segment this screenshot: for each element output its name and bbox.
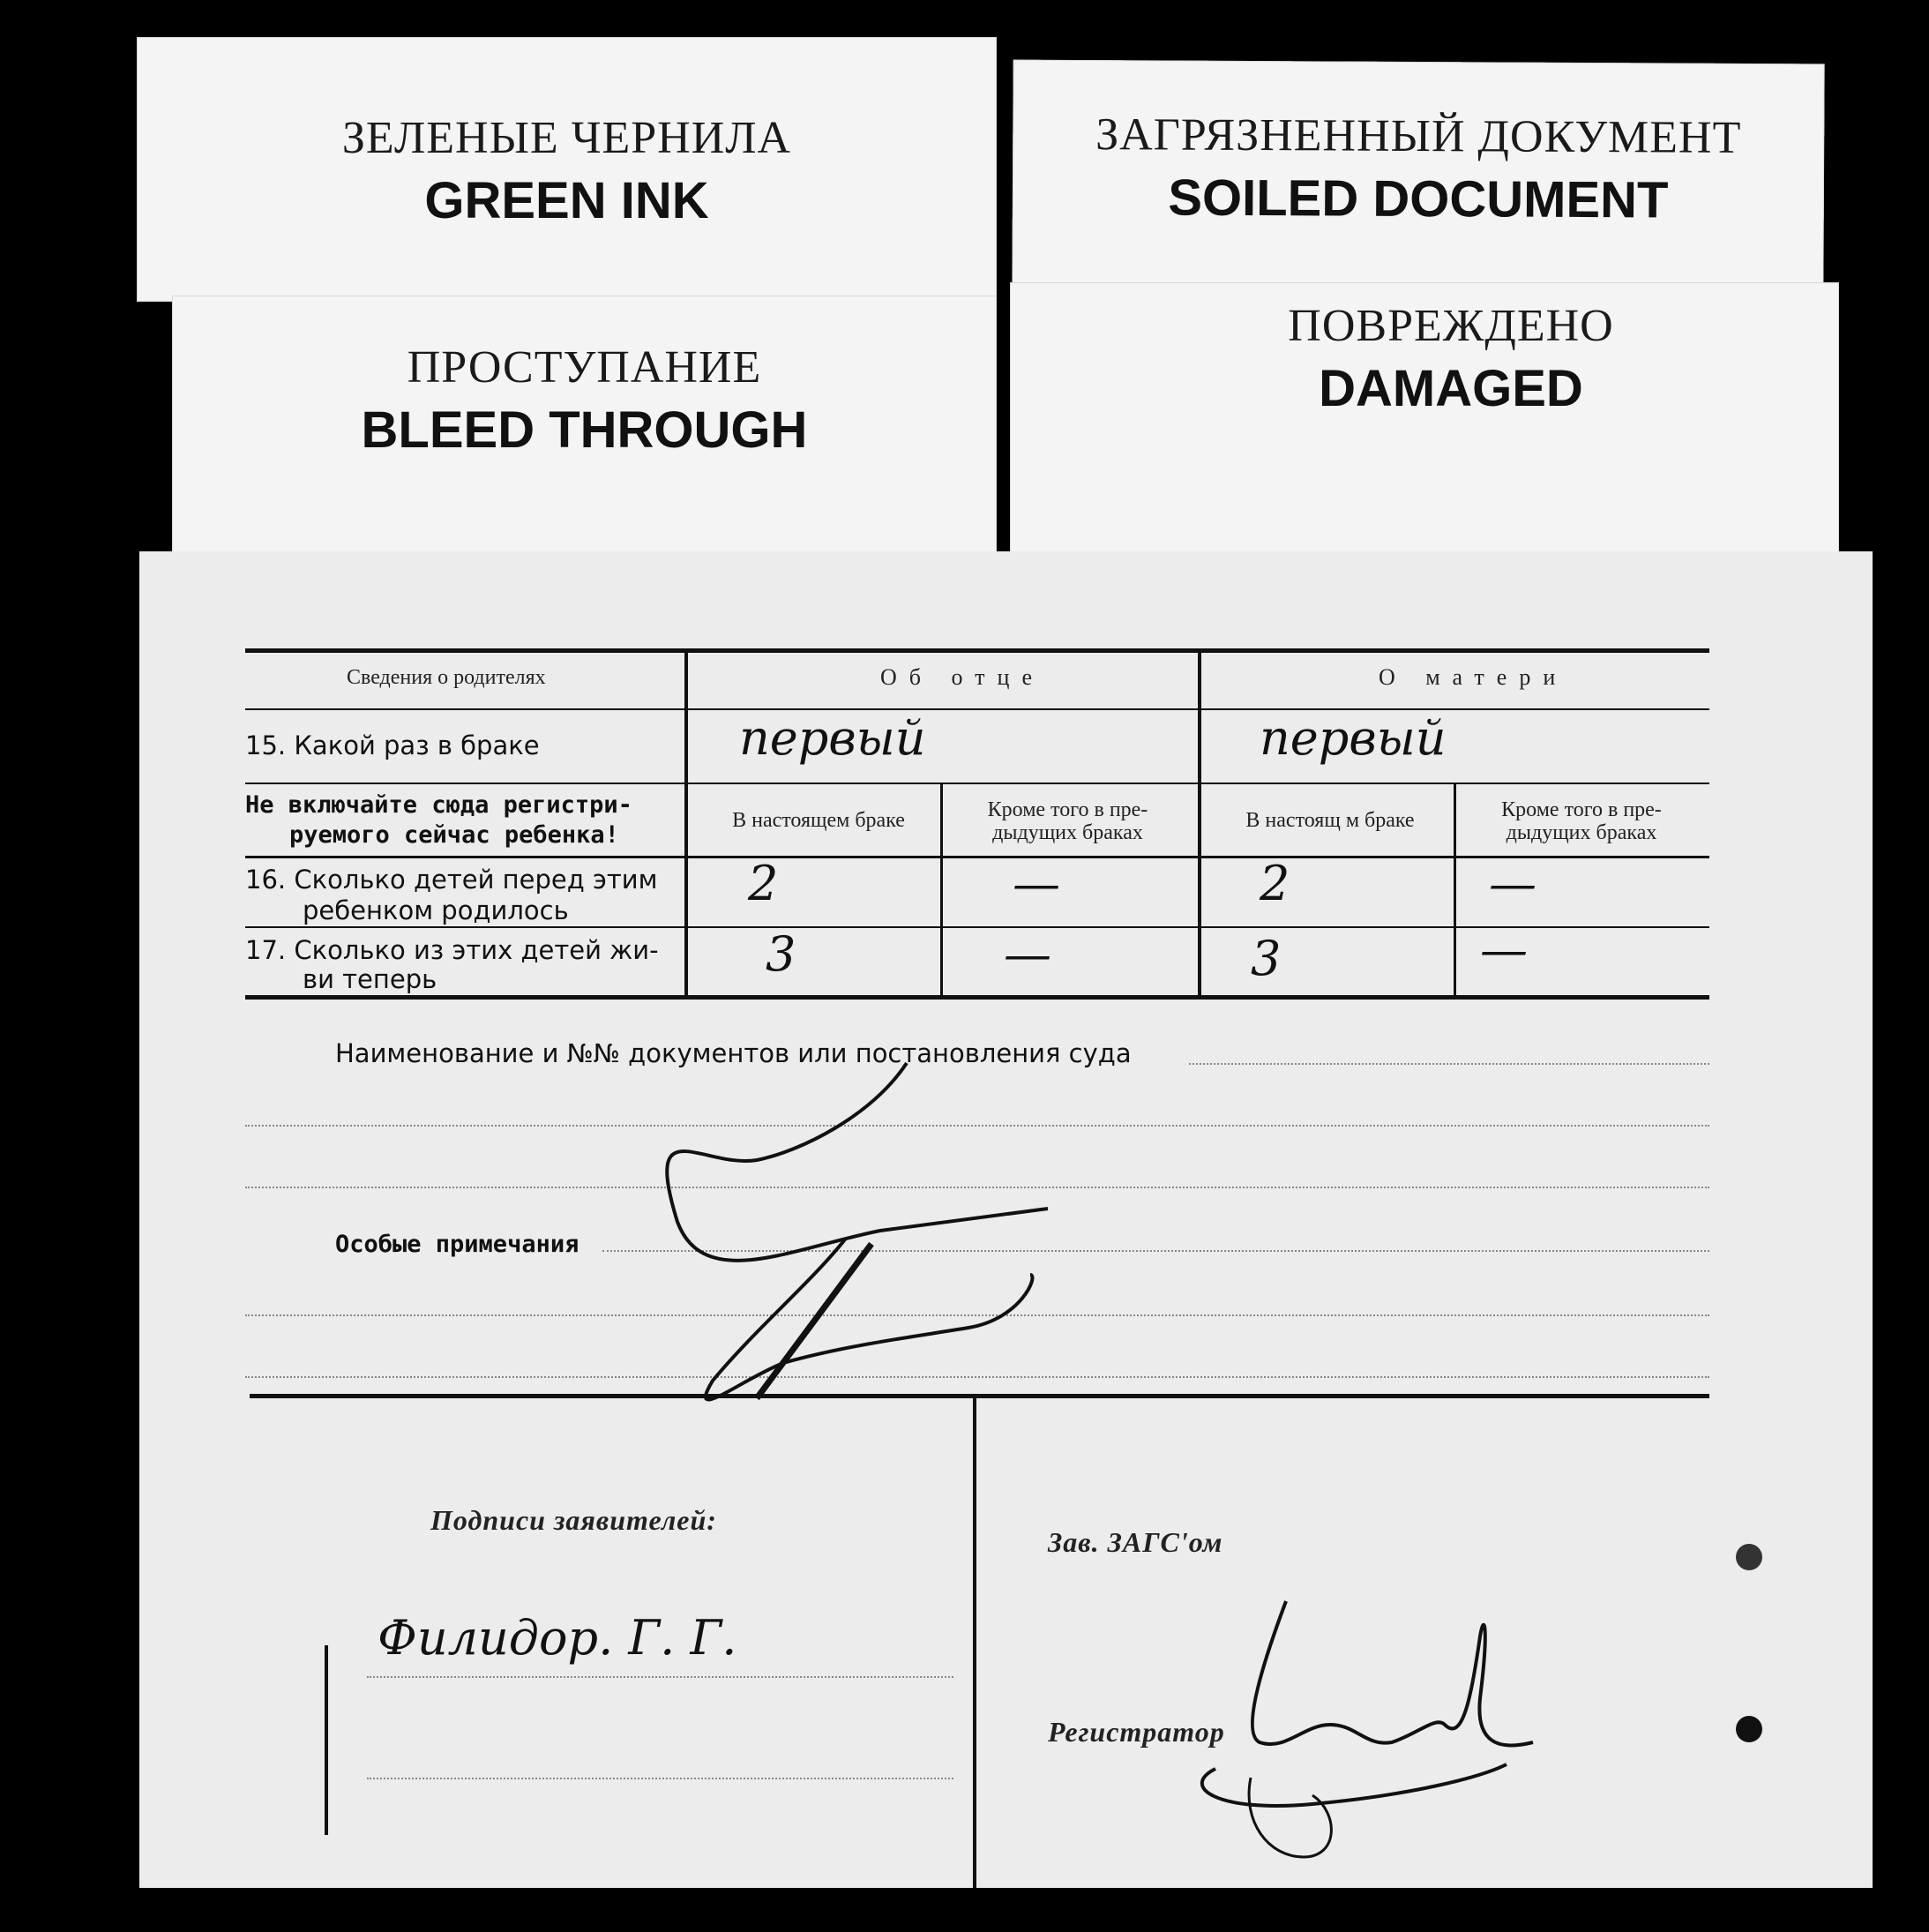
- subheader-father-current: В настоящем браке: [732, 809, 905, 832]
- row16-father-prev: —: [1013, 856, 1060, 911]
- row17-father-current: 3: [766, 926, 796, 982]
- row15-mother-value: первый: [1260, 710, 1447, 766]
- header-mother: О матери: [1379, 664, 1568, 690]
- table-top-rule: [245, 648, 1709, 653]
- bleed-label-en: BLEED THROUGH: [361, 401, 808, 459]
- green-ink-label-ru: ЗЕЛЕНЫЕ ЧЕРНИЛА: [341, 113, 792, 163]
- row15-label: 15. Какой раз в браке: [245, 730, 540, 760]
- header-parents-info: Сведения о родителях: [347, 666, 546, 689]
- table-bottom-rule: [245, 995, 1709, 1000]
- applicants-dotted-line-2: [367, 1778, 953, 1779]
- remarks-label: Особые примечания: [335, 1231, 579, 1258]
- registrar-signature: [1180, 1592, 1621, 1883]
- punch-hole-bottom: [1736, 1716, 1762, 1742]
- note-line2: руемого сейчас ребенка!: [289, 821, 619, 849]
- bleed-label-ru: ПРОСТУПАНИЕ: [407, 342, 762, 393]
- green-ink-label-en: GREEN INK: [424, 172, 709, 229]
- punch-hole-top: [1736, 1544, 1762, 1570]
- documents-dotted-line-1: [1189, 1063, 1709, 1065]
- row17-mother-prev: —: [1480, 922, 1528, 977]
- cross-out-stroke: [651, 1045, 1198, 1434]
- soiled-label-ru: ЗАГРЯЗНЕННЫЙ ДОКУМЕНТ: [1095, 109, 1742, 163]
- table-divider-mother: [1454, 783, 1456, 998]
- signature-section-rule: [250, 1394, 1709, 1398]
- table-header-rule: [245, 708, 1709, 710]
- header-father: Об отце: [880, 664, 1044, 690]
- zags-head-label: Зав. ЗАГС'ом: [1048, 1526, 1223, 1558]
- row16-mother-prev: —: [1489, 856, 1536, 911]
- subheader-father-prev: Кроме того в пре- дыдущих браках: [987, 798, 1148, 844]
- table-row15-rule: [245, 783, 1709, 784]
- row15-father-value: первый: [739, 710, 926, 766]
- soiled-document-label-card: [1012, 60, 1824, 298]
- applicant-signature: Филидор. Г. Г.: [378, 1610, 737, 1666]
- table-divider-1: [684, 648, 688, 998]
- row16-label-line1: 16. Сколько детей перед этим: [245, 865, 658, 895]
- row16-label-line2: ребенком родилось: [303, 895, 569, 925]
- table-divider-father: [940, 783, 943, 998]
- note-line1: Не включайте сюда регистри-: [245, 791, 632, 819]
- row16-father-current: 2: [748, 856, 779, 911]
- damaged-label-card: [1010, 282, 1839, 556]
- soiled-label-en: SOILED DOCUMENT: [1168, 168, 1669, 229]
- row17-mother-current: 3: [1251, 931, 1282, 986]
- documents-label: Наименование и №№ документов или постановления суда: [335, 1038, 1132, 1068]
- applicants-signature-label: Подписи заявителей:: [430, 1504, 717, 1536]
- damaged-label-ru: ПОВРЕЖДЕНО: [1288, 301, 1614, 351]
- bleed-through-label-card: [172, 296, 997, 560]
- registrar-label: Регистратор: [1048, 1716, 1225, 1748]
- row17-father-prev: —: [1004, 926, 1051, 982]
- applicants-dotted-line-1: [367, 1676, 953, 1678]
- signature-section-divider: [973, 1394, 976, 1888]
- green-ink-label-card: [137, 37, 997, 302]
- subheader-mother-prev: Кроме того в пре- дыдущих браках: [1501, 798, 1662, 844]
- applicant-bracket: [325, 1645, 328, 1835]
- registration-form-sheet: [139, 551, 1873, 1888]
- subheader-mother-current: В настоящ м браке: [1245, 809, 1415, 832]
- row17-label-line2: ви теперь: [303, 964, 437, 994]
- row16-mother-current: 2: [1260, 856, 1290, 911]
- table-divider-2: [1198, 648, 1201, 998]
- row17-label-line1: 17. Сколько из этих детей жи-: [245, 935, 659, 965]
- damaged-label-en: DAMAGED: [1319, 360, 1583, 417]
